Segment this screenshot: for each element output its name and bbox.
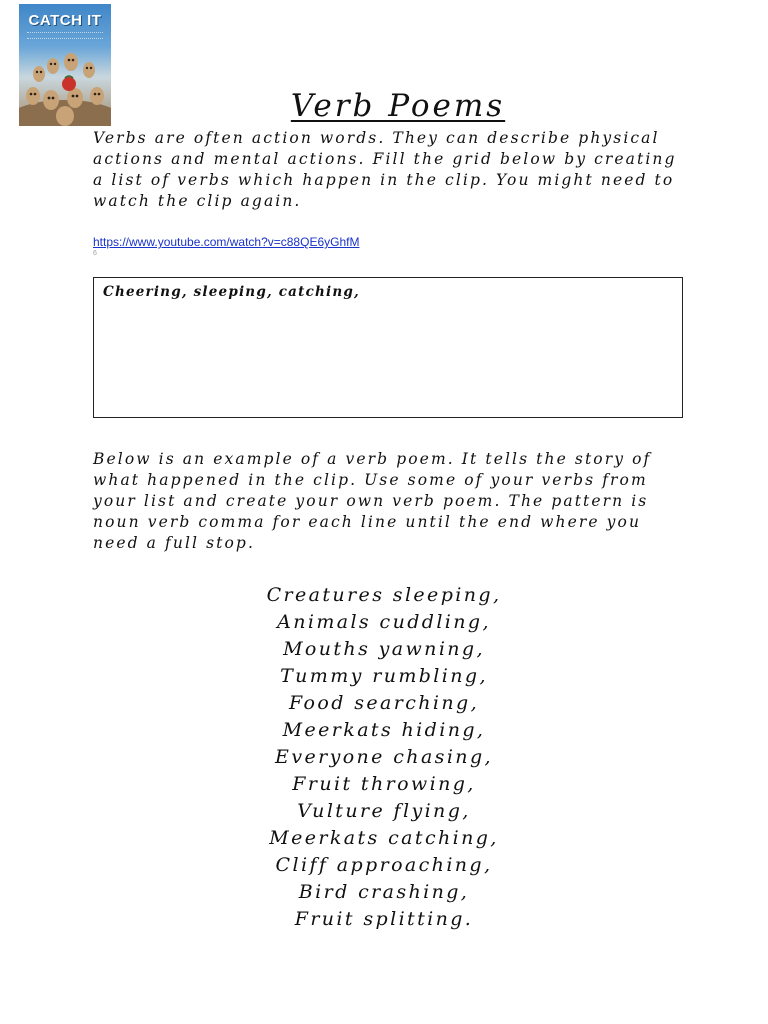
poem-line: Meerkats hiding,	[282, 719, 486, 741]
poem-line: Meerkats catching,	[269, 827, 499, 849]
poem-line: Bird crashing,	[298, 881, 470, 903]
poem-line: Cliff approaching,	[275, 854, 493, 876]
poem-line: Vulture flying,	[297, 800, 471, 822]
poem-line: Tummy rumbling,	[280, 665, 488, 687]
poem-line: Everyone chasing,	[275, 746, 493, 768]
poster-title: CATCH IT	[28, 12, 102, 29]
youtube-link[interactable]: https://www.youtube.com/watch?v=c88QE6yGhfM	[93, 235, 360, 249]
poem-line: Fruit splitting.	[294, 908, 474, 930]
verb-poem	[0, 582, 768, 933]
poster-credits	[27, 32, 103, 39]
intro-paragraph: Verbs are often action words. They can describe physical actions and mental actions. Fill the grid below by creating a list of verbs which happen in the clip. You might need to watch the clip again.	[93, 129, 677, 210]
verb-list-box[interactable]	[93, 277, 683, 418]
verb-list-text: Cheering, sleeping, catching,	[103, 284, 360, 300]
poem-line: Creatures sleeping,	[266, 584, 502, 606]
poem-line: Mouths yawning,	[283, 638, 485, 660]
footnote-marker: 6	[93, 250, 97, 257]
example-paragraph: Below is an example of a verb poem. It tells the story of what happened in the clip. Use some of your verbs from your list and create your own verb poem. The pattern is noun verb comma for each line until the end where you need a full stop.	[93, 450, 652, 552]
poem-line: Animals cuddling,	[277, 611, 491, 633]
poem-line: Food searching,	[288, 692, 480, 714]
poem-line: Fruit throwing,	[292, 773, 476, 795]
page-title: Verb Poems	[290, 88, 506, 124]
